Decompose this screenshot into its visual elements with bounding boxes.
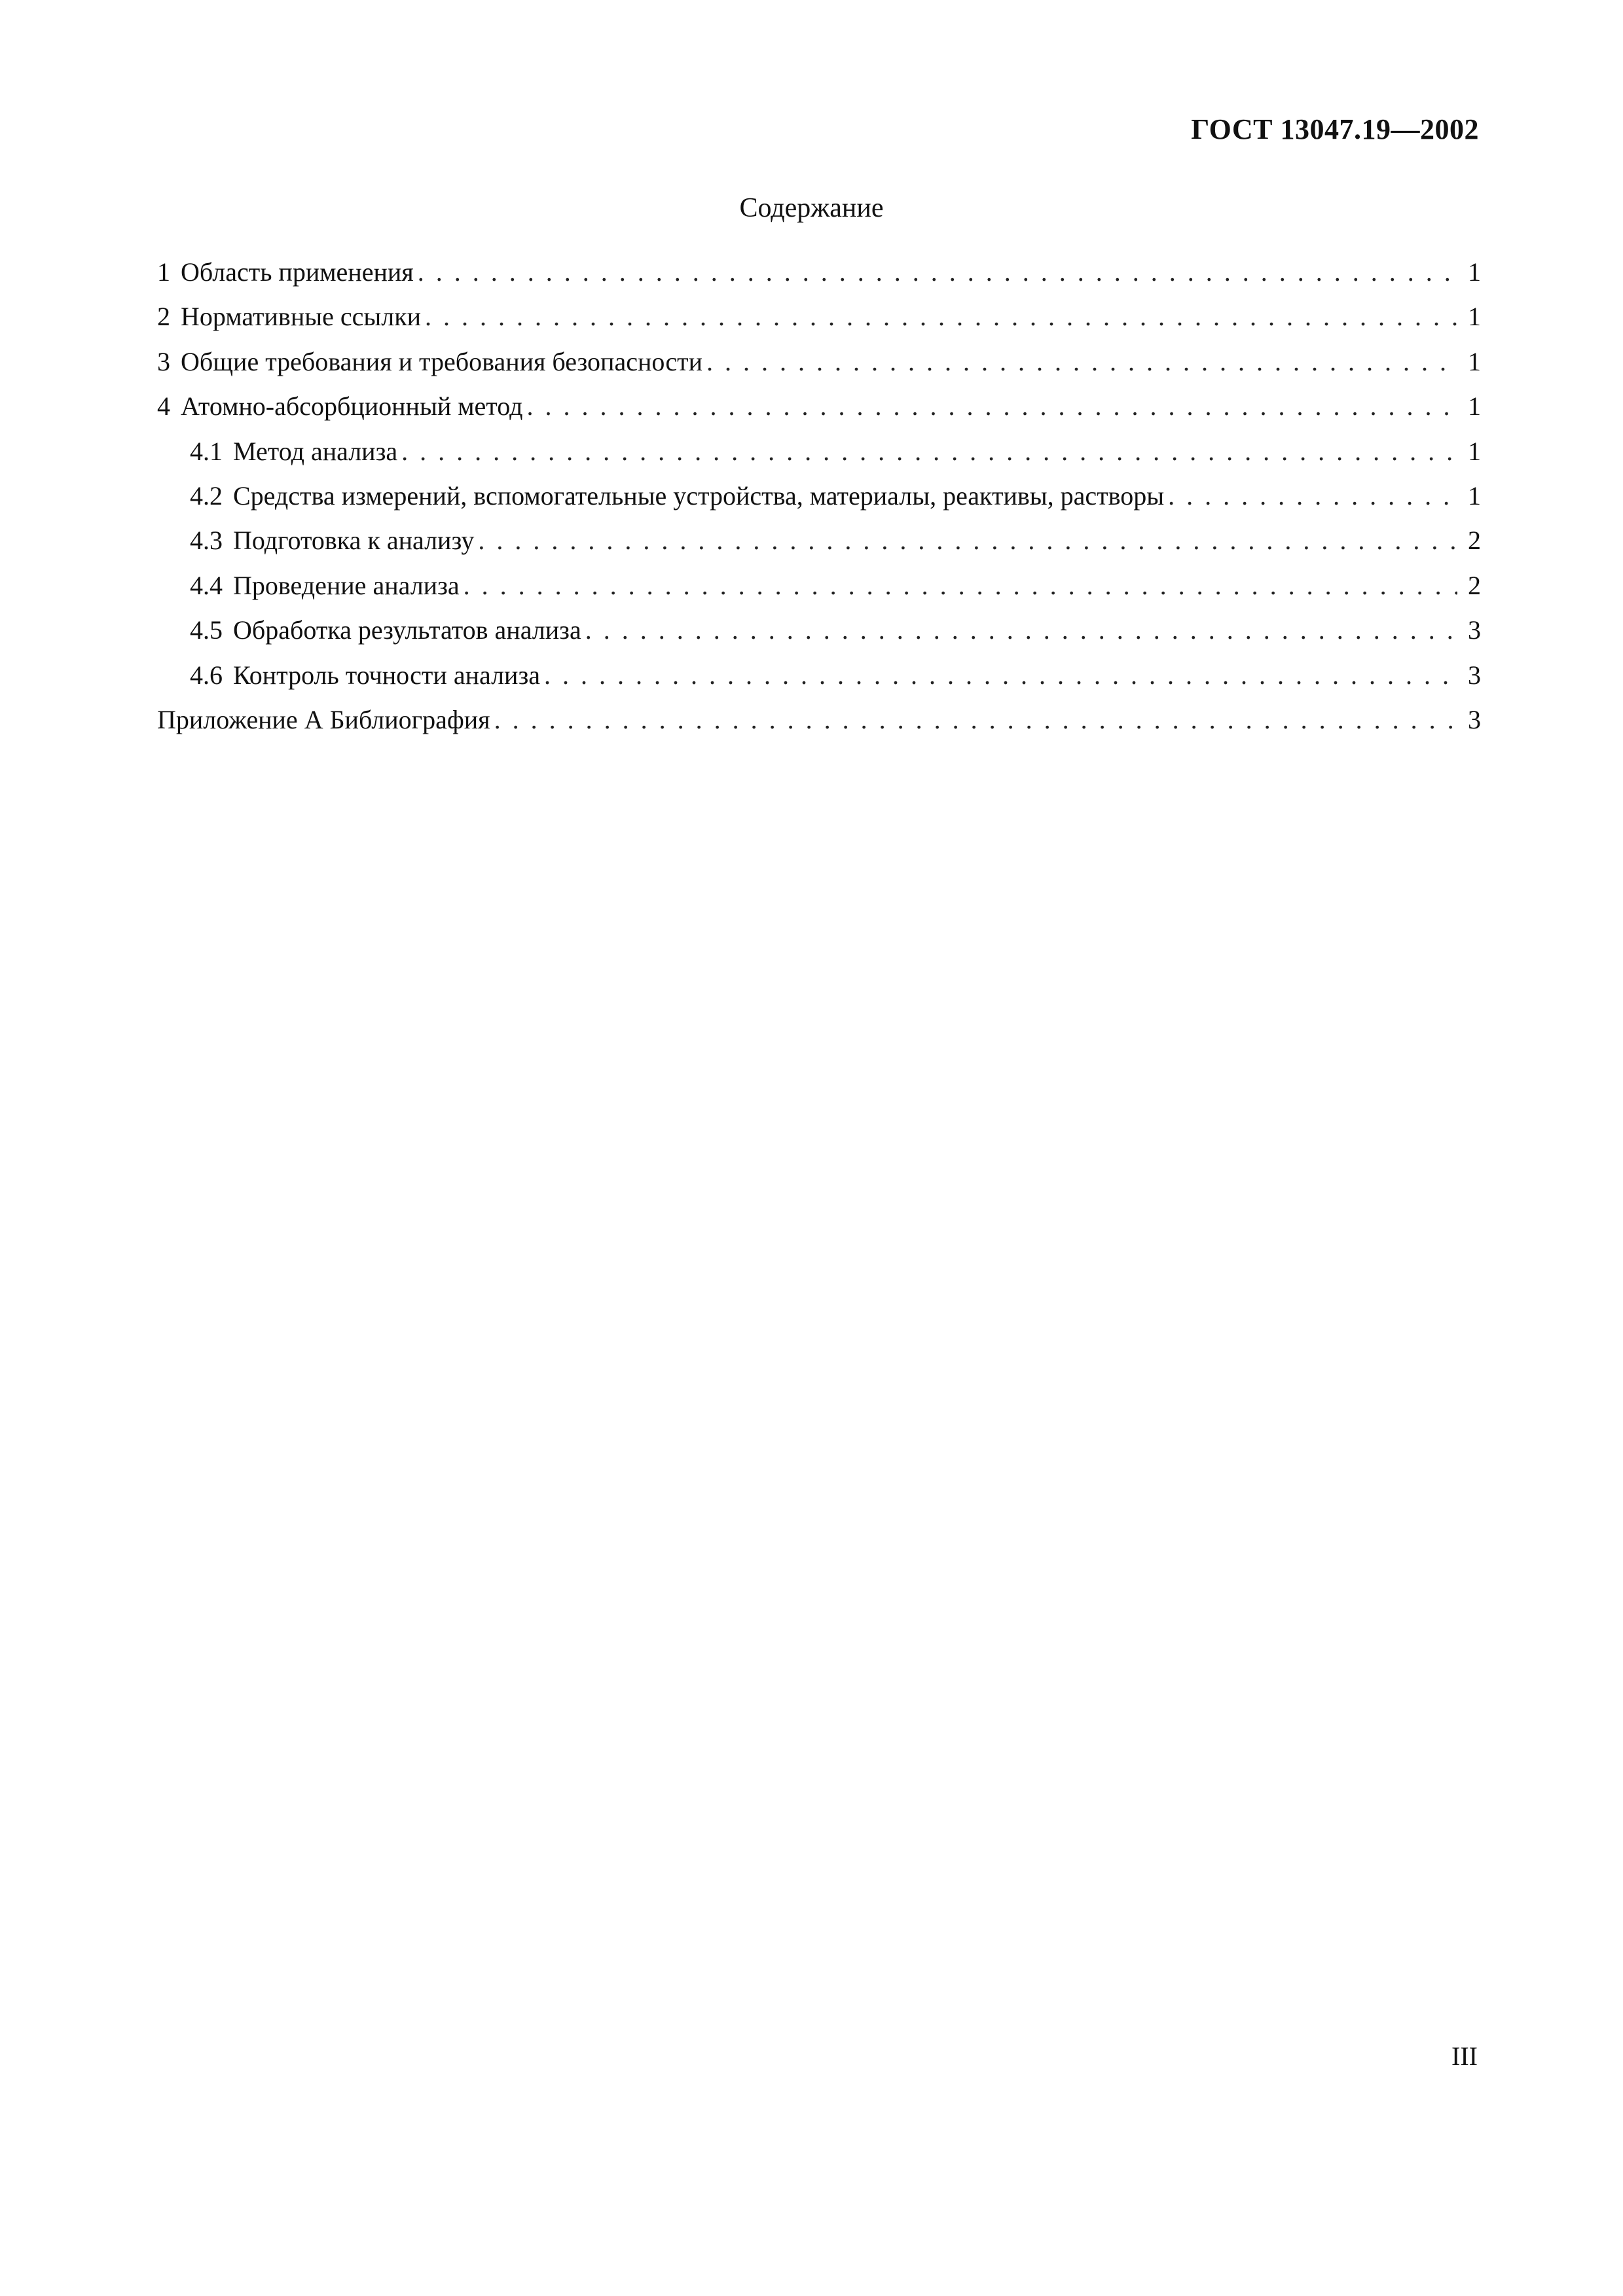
toc-entry-page: 1 <box>1468 480 1481 511</box>
toc-leader-dots <box>544 662 1457 689</box>
toc-entry-page: 3 <box>1468 704 1481 734</box>
toc-leader-dots <box>1168 483 1457 509</box>
toc-entry-title: Приложение А Библиография <box>157 704 490 734</box>
toc-entry[interactable] <box>157 259 1481 304</box>
toc-entry[interactable] <box>157 346 1481 393</box>
toc-entry-number: 1 <box>157 257 170 287</box>
toc-entry-number: 3 <box>157 346 170 376</box>
toc-entry-number: 4.2 <box>190 480 223 511</box>
toc-entry-number: 4.4 <box>190 570 223 600</box>
toc-entry-title: Метод анализа <box>233 436 398 466</box>
toc-entry-title: Нормативные ссылки <box>181 302 422 332</box>
toc-entry-title: Контроль точности анализа <box>233 660 541 690</box>
toc-entry-title: Общие требования и требования безопасности <box>181 346 702 376</box>
toc-subentry[interactable] <box>157 617 1481 662</box>
toc-entry-title: Область применения <box>181 257 414 287</box>
toc-leader-dots <box>401 439 1457 465</box>
toc-entry-page: 1 <box>1468 391 1481 422</box>
toc-entry-page: 3 <box>1468 660 1481 690</box>
toc-leader-dots <box>478 528 1457 554</box>
toc-entry-page: 2 <box>1468 526 1481 556</box>
toc-entry-page: 1 <box>1468 346 1481 376</box>
toc-entry-number: 4.5 <box>190 615 223 645</box>
toc-entry-title: Атомно-абсорбционный метод <box>181 391 523 422</box>
toc-leader-dots <box>494 707 1457 733</box>
toc-entry-number: 4.1 <box>190 436 223 466</box>
toc-subentry[interactable] <box>157 480 1481 528</box>
toc-entry-number: 4.3 <box>190 526 223 556</box>
toc-entry-title: Подготовка к анализу <box>233 526 475 556</box>
toc-leader-dots <box>706 349 1457 375</box>
toc-leader-dots <box>526 393 1457 420</box>
toc-entry-page: 1 <box>1468 257 1481 287</box>
toc-entry-title: Обработка результатов анализа <box>233 615 581 645</box>
toc-entry[interactable] <box>157 304 1481 348</box>
toc-entry-title: Средства измерений, вспомогательные устройства, материалы, реактивы, растворы <box>233 480 1165 511</box>
table-of-contents <box>157 259 1481 751</box>
toc-title: Содержание <box>739 193 884 223</box>
toc-entry-appendix[interactable] <box>157 704 1481 751</box>
toc-subentry[interactable] <box>157 528 1481 572</box>
toc-entry-page: 3 <box>1468 615 1481 645</box>
toc-subentry[interactable] <box>157 436 1481 483</box>
toc-leader-dots <box>418 259 1457 285</box>
toc-entry-number: 2 <box>157 302 170 332</box>
page-number: III <box>1451 2041 1478 2071</box>
toc-subentry[interactable] <box>157 570 1481 617</box>
toc-subentry[interactable] <box>157 662 1481 707</box>
toc-entry[interactable] <box>157 393 1481 438</box>
toc-entry-number: 4 <box>157 391 170 422</box>
toc-leader-dots <box>464 573 1457 599</box>
toc-leader-dots <box>585 617 1457 643</box>
toc-entry-page: 2 <box>1468 570 1481 600</box>
toc-entry-page: 1 <box>1468 436 1481 466</box>
toc-entry-number: 4.6 <box>190 660 223 690</box>
toc-entry-title: Проведение анализа <box>233 570 460 600</box>
document-code: ГОСТ 13047.19—2002 <box>1191 113 1479 145</box>
toc-entry-page: 1 <box>1468 302 1481 332</box>
toc-leader-dots <box>425 304 1457 330</box>
